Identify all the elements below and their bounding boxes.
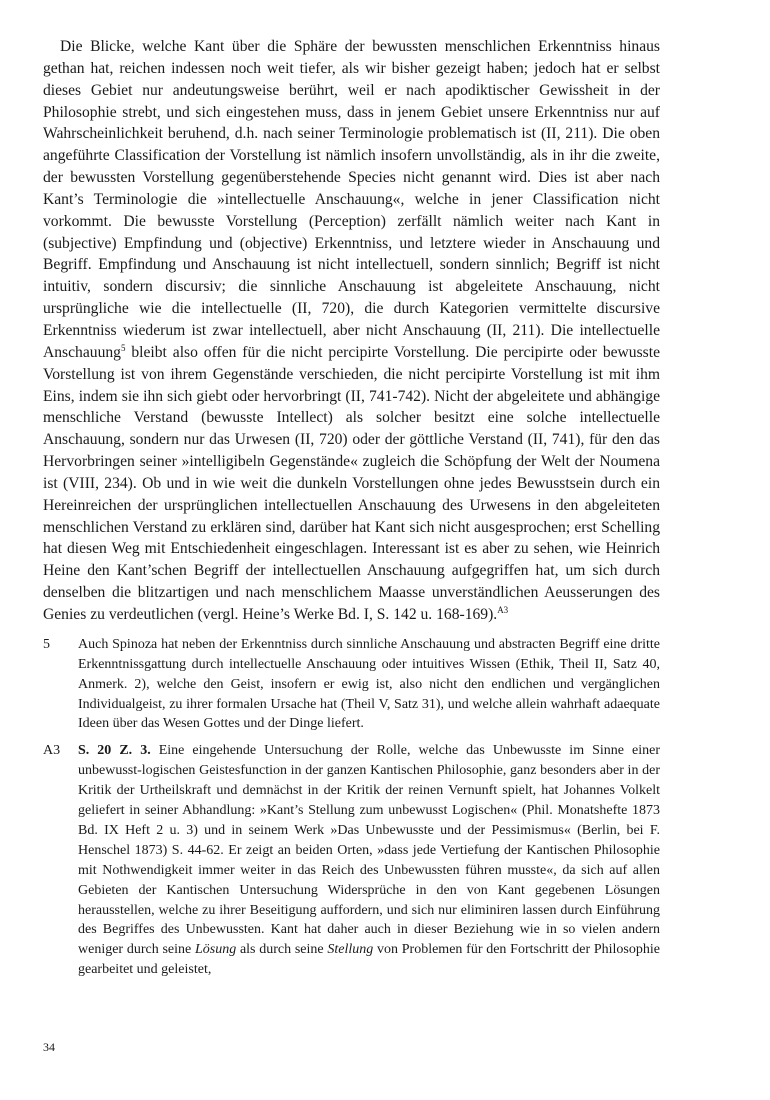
footnote-text-5: Auch Spinoza hat neben der Erkenntniss durch sinnliche Anschauung und abstracten Begriff eine dritte Erkenntnissgattung durch intellectuelle Anschauung oder intuitives Wissen (Ethik, Theil II, Satz 40, Anmerk. 2), welche den Geist, insofern er ewig ist, also nicht den endlichen und vergänglichen Individualgeist, zu ihrer formalen Ursache hat (Theil V, Satz 31), und welche allein wahrhaft adaequate Ideen über das Wesen Gottes und der Dinge liefert. xyxy=(78,636,660,732)
footnote-a3-reference: S. 20 Z. 3. xyxy=(78,743,151,759)
main-paragraph xyxy=(43,36,660,626)
footnote-a3-text-a: Eine eingehende Untersuchung der Rolle, welche das Unbewusste im Sinne einer unbewusst-logischen Geistesfunction in der ganzen Kantischen Philosophie, ganz besonders aber in der Kritik der Urtheilskraft und demnächst in der Kritik der reinen Vernunft spielt, hat Johannes Volkelt geliefert in seiner Abhandlung: »Kant’s Stellung zum unbewusst Logischen« (Phil. Monatshefte 1873 Bd. IX Heft 2 u. 3) und in seinem Werk »Das Unbewusste und der Pessimismus« (Berlin, bei F. Henschel 1873) S. 44-62. Er zeigt an beiden Orten, »dass jede Vertiefung der Kantischen Philosophie mit Nothwendigkeit immer weiter in das Reich des Unbewussten führen musste«, da sich auf allen Gebieten der Kantischen Untersuchung Widersprüche in den von Kant gegebenen Lösungen herausstellen, welche zu ihrer Beseitigung auffordern, und sich nur eliminiren lassen durch Einführung des Begriffes des Unbewussten. Kant hat daher auch in dieser Beziehung wie in so vielen andern weniger durch seine xyxy=(78,743,660,958)
main-text-part2: bleibt also offen für die nicht percipirte Vorstellung. Die percipirte oder bewusste Vorstellung ist von ihrem Gegenstände verschieden, die nicht percipirte Vorstellung ist mit ihm Eins, indem sie ihn sich giebt oder hervorbringt (II, 741-742). Nicht der abgeleitete und abhängige menschliche Verstand (bewusste Intellect) als solcher besitzt eine solche intellectuelle Anschauung, sondern nur das Urwesen (II, 720) oder der göttliche Verstand (II, 741), für den das Hervorbringen seiner »intelligibeln Gegenstände« zugleich die Schöpfung der Welt der Noumena ist (VIII, 234). Ob und in wie weit die dunkeln Vorstellungen ohne jedes Bewusstsein durch ein Hereinreichen der ursprünglichen intellectuellen Anschauung des Urwesens in den abgeleiteten menschlichen Verstand zu erklären sind, darüber hat Kant sich nicht ausgesprochen; erst Schelling hat diesen Weg mit Entschiedenheit eingeschlagen. Interessant ist es aber zu sehen, wie Heinrich Heine den Kant’schen Begriff der intellectuellen Anschauung aufgegriffen hat, um sich durch denselben die blitzartigen und nach menschlichem Maasse unverständlichen Aeusserungen des Genies zu verdeutlichen (vergl. Heine’s Werke Bd. I, S. 142 u. 168-169). xyxy=(43,343,660,623)
page-content xyxy=(43,36,660,987)
footnote-ref-5: 5 xyxy=(120,342,126,353)
footnote-a3-italic-loesung: Lösung xyxy=(194,942,237,958)
footnote-label-5: 5 xyxy=(43,636,50,652)
page-number: 34 xyxy=(43,1040,55,1054)
footnote-a3 xyxy=(43,741,660,980)
footnote-ref-a3: A3 xyxy=(497,604,509,615)
footnote-a3-text-c: von Problemen für den Fortschritt der Philosophie gearbeitet und geleistet, xyxy=(78,942,660,978)
footnote-label-a3: A3 xyxy=(43,743,61,759)
footnotes xyxy=(43,635,660,980)
footnote-a3-text-b: als durch seine xyxy=(236,942,328,958)
footnote-text-a3 xyxy=(78,741,660,980)
footnote-5 xyxy=(43,635,660,735)
main-text-part1: Die Blicke, welche Kant über die Sphäre der bewussten menschlichen Erkenntniss hinaus gethan hat, reichen indessen noch weit tiefer, als wir bisher gezeigt haben; jedoch hat er selbst dieses Gebiet nur andeutungsweise berührt, weil er nach apodiktischer Gewissheit in der Philosophie strebt, und sich eingestehen muss, dass in jenem Gebiet unsere Erkenntniss nur auf Wahrscheinlichkeit beruhend, d.h. nach seiner Terminologie problematisch ist (II, 211). Die oben angeführte Classification der Vorstellung ist nämlich insofern unvollständig, als in ihr die zweite, der bewussten Vorstellung gegenüberstehende Species nicht genannt wird. Dies ist aber nach Kant’s Terminologie die »intellectuelle Anschauung«, welche in jener Classification nicht vorkommt. Die bewusste Vorstellung (Perception) zerfällt nämlich weiter nach Kant in (subjective) Empfindung und (objective) Erkenntniss, und letztere wieder in Anschauung und Begriff. Empfindung und Anschauung ist nicht intellectuell, sondern sinnlich; Begriff ist nicht intuitiv, sondern discursiv; die sinnliche Anschauung ist abgeleitete Anschauung, nicht ursprüngliche wie die intellectuelle (II, 720), die durch Kategorien vermittelte discursive Erkenntniss wiederum ist zwar intellectuell, aber nicht Anschauung (II, 211). Die intellectuelle Anschauung xyxy=(43,38,660,361)
footnote-a3-italic-stellung: Stellung xyxy=(327,942,374,958)
